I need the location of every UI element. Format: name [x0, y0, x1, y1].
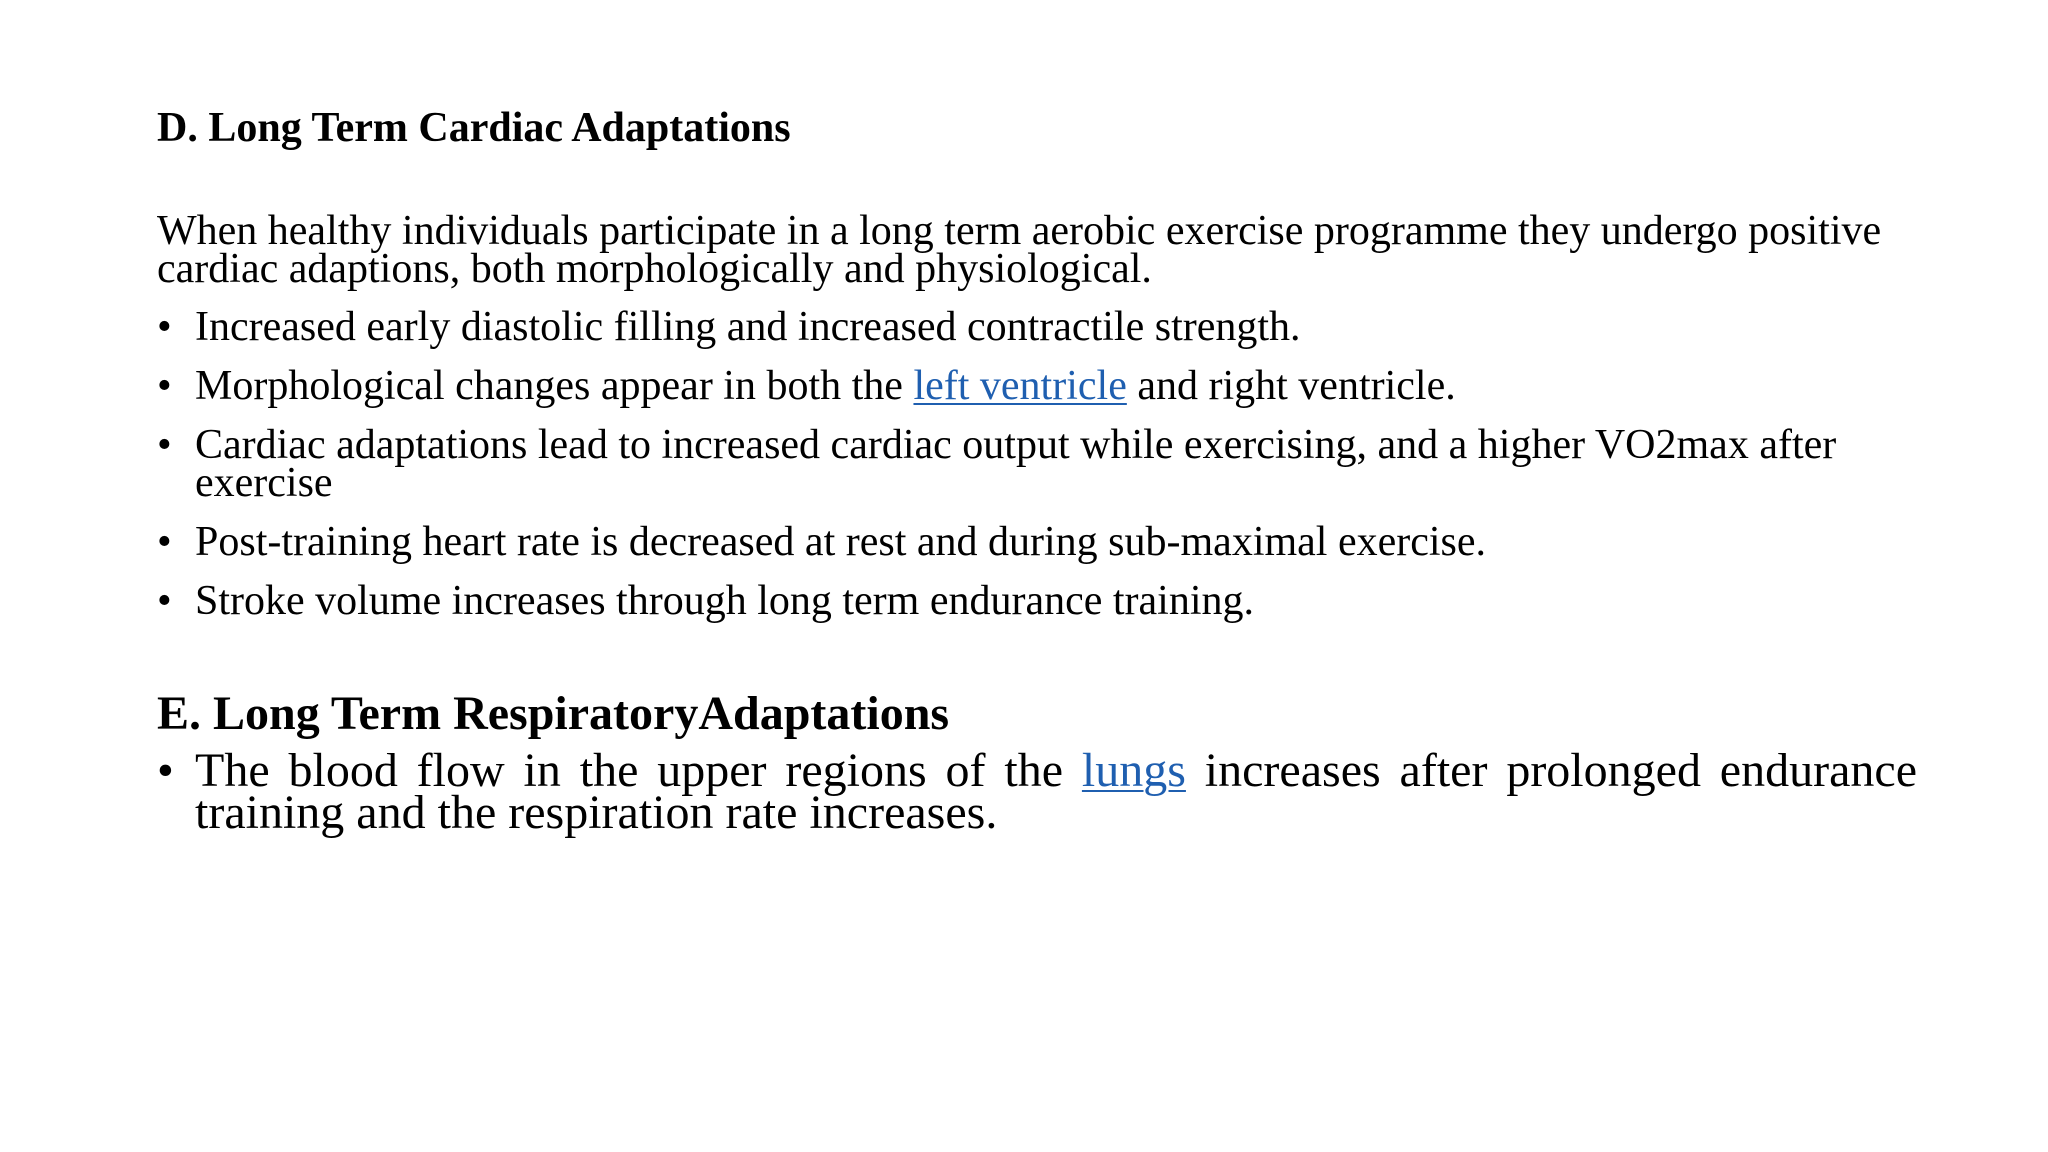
section-e-bullet-list [157, 744, 1918, 839]
bullet-text: Post-training heart rate is decreased at rest and during sub-maximal exercise. [195, 519, 1487, 565]
list-item [157, 304, 1917, 350]
section-d-bullet-list [157, 304, 1917, 624]
bullet-text: Increased early diastolic filling and increased contractile strength. [195, 304, 1301, 350]
list-item [157, 578, 1917, 624]
bullet-text-before: Morphological changes appear in both the [195, 363, 914, 409]
bullet-marker: • [157, 578, 172, 624]
bullet-text: Cardiac adaptations lead to increased cardiac output while exercising, and a higher VO2max after exercise [195, 422, 1837, 506]
bullet-text-after: and right ventricle. [1126, 363, 1456, 409]
slide-content [157, 98, 1918, 839]
bullet-marker: • [157, 744, 174, 797]
bullet-marker: • [157, 519, 172, 565]
section-d-heading: D. Long Term Cardiac Adaptations [157, 105, 791, 151]
bullet-text: Stroke volume increases through long term endurance training. [195, 578, 1255, 624]
bullet-marker: • [157, 422, 172, 468]
bullet-text-before: The blood flow in the upper regions of the [195, 744, 1082, 797]
left-ventricle-link[interactable]: left ventricle [913, 363, 1127, 409]
section-e-heading: E. Long Term RespiratoryAdaptations [157, 687, 950, 740]
lungs-link[interactable]: lungs [1081, 744, 1186, 797]
list-item [157, 519, 1917, 565]
list-item [157, 363, 1917, 409]
section-d-intro: When healthy individuals participate in a long term aerobic exercise programme they undergo positive cardiac adaptions, both morphologically and physiological. [157, 208, 1882, 292]
list-item [157, 744, 1918, 839]
bullet-marker: • [157, 304, 172, 350]
bullet-text-after: increases after prolonged endurance training and the respiration rate increases. [195, 744, 1918, 839]
bullet-marker: • [157, 363, 172, 409]
list-item [157, 422, 1917, 506]
